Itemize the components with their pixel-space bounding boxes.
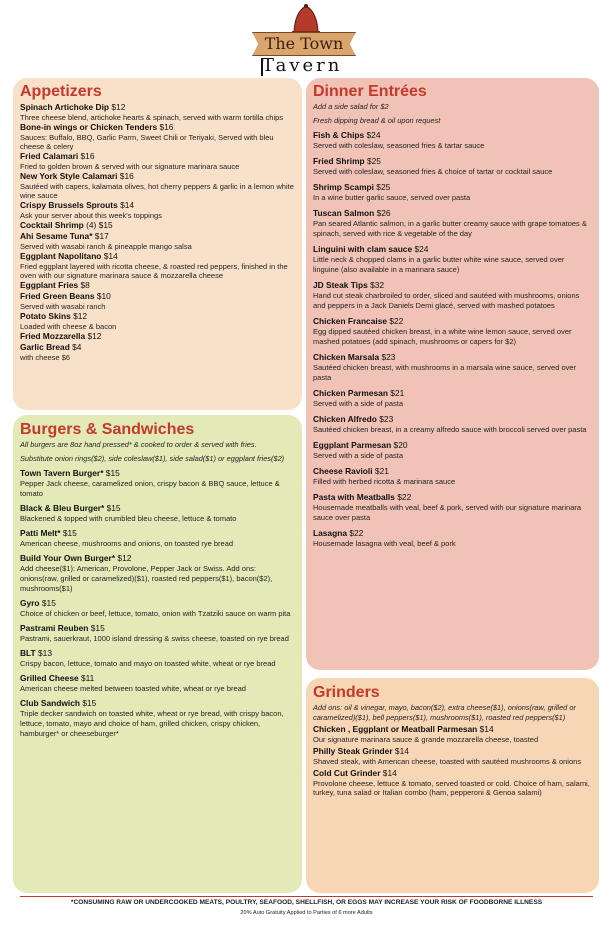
item-price: $11: [80, 673, 95, 683]
item-title: New York Style Calamari: [20, 171, 118, 181]
menu-item-desc: Egg dipped sautéed chicken breast, in a white wine lemon sauce, served over mashed potatoes (add spinach, mushrooms or capers for $2): [313, 327, 572, 346]
menu-item-name: [20, 528, 294, 539]
item-title: Crispy Brussels Sprouts: [20, 200, 118, 210]
item-title: Build Your Own Burger*: [20, 553, 116, 563]
item-price: $24: [414, 244, 429, 254]
item-price: $15: [62, 528, 77, 538]
menu-item-desc: with cheese $6: [20, 353, 71, 362]
item-title: Philly Steak Grinder: [313, 746, 393, 756]
item-title: Chicken Parmesan: [313, 388, 388, 398]
menu-item-name: [313, 352, 591, 363]
menu-item-name: [20, 251, 294, 262]
item-title: Eggplant Napolitano: [20, 251, 102, 261]
item-price: $26: [376, 208, 391, 218]
restaurant-name-top: The Town: [264, 34, 344, 53]
menu-item-name: [313, 746, 591, 757]
item-title: Fish & Chips: [313, 130, 365, 140]
menu-item-name: [313, 208, 591, 219]
item-price: $25: [366, 156, 381, 166]
menu-item-name: [20, 648, 294, 659]
item-title: Tuscan Salmon: [313, 208, 375, 218]
menu-item-name: [20, 342, 294, 353]
menu-item-desc: Blackened & topped with crumbled bleu cheese, lettuce & tomato: [20, 514, 237, 523]
menu-item-name: [313, 244, 591, 255]
item-price: $10: [96, 291, 111, 301]
item-price: $14: [382, 768, 397, 778]
menu-item-name: [20, 151, 294, 162]
menu-item-desc: Pastrami, sauerkraut, 1000 island dressing & swiss cheese, toasted on rye bread: [20, 634, 289, 643]
item-price: $24: [366, 130, 381, 140]
menu-item-desc: Triple decker sandwich on toasted white, wheat or rye bread, with crispy bacon, lettuce, tomato, mayo and choice of ham, grilled chicken, crispy chicken, hamburger* or cheeseburger*: [20, 709, 284, 738]
item-title: Eggplant Parmesan: [313, 440, 392, 450]
item-title: Patti Melt*: [20, 528, 61, 538]
menu-item-name: [313, 492, 591, 503]
item-title: Cold Cut Grinder: [313, 768, 381, 778]
section-title: Grinders: [313, 684, 380, 701]
menu-item-name: [20, 598, 294, 609]
item-title: Cocktail Shrimp: [20, 220, 84, 230]
appetizers-section: [13, 78, 302, 410]
item-title: Grilled Cheese: [20, 673, 79, 683]
menu-item-name: [313, 440, 591, 451]
section-title: Burgers & Sandwiches: [20, 421, 195, 438]
item-title: Fried Calamari: [20, 151, 79, 161]
entrees-note: Add a side salad for $2: [313, 102, 389, 111]
grinders-section: [306, 678, 599, 893]
item-price: $32: [370, 280, 385, 290]
entrees-note: Fresh dipping bread & oil upon request: [313, 116, 441, 125]
menu-item-name: [20, 102, 294, 113]
item-price: $23: [379, 414, 394, 424]
item-title: Bone-in wings or Chicken Tenders: [20, 122, 158, 132]
item-price: $8: [80, 280, 90, 290]
menu-item-desc: In a wine butter garlic sauce, served over pasta: [313, 193, 471, 202]
item-price: $15: [106, 503, 121, 513]
burgers-list: [13, 440, 302, 739]
menu-item-name: [313, 130, 591, 141]
menu-item-desc: Served with a side of pasta: [313, 399, 404, 408]
item-title: Spinach Artichoke Dip: [20, 102, 110, 112]
menu-item-name: [313, 466, 591, 477]
menu-item-desc: American cheese, mushrooms and onions, on toasted rye bread: [20, 539, 234, 548]
menu-item-name: [20, 220, 294, 231]
item-price: (4) $15: [86, 220, 113, 230]
footer-warning: *CONSUMING RAW OR UNDERCOOKED MEATS, POULTRY, SEAFOOD, SHELLFISH, OR EGGS MAY INCREASE YOUR RISK OF FOODBORNE ILLNESS: [70, 899, 543, 906]
menu-item-desc: American cheese melted between toasted white, wheat or rye bread: [20, 684, 246, 693]
item-price: $16: [119, 171, 134, 181]
item-price: $13: [38, 648, 52, 658]
menu-item-desc: Pan seared Atlantic salmon, in a garlic butter creamy sauce with grape tomatoes & spinach, served with rice & vegetable of the day: [313, 219, 587, 238]
item-price: $21: [374, 466, 389, 476]
menu-item-desc: Little neck & chopped clams in a garlic butter white wine sauce, served over linguine (also available in a marinara sauce): [313, 255, 565, 274]
restaurant-name-bottom: Tavern: [262, 55, 343, 76]
item-price: $15: [90, 623, 105, 633]
menu-item-name: [313, 316, 591, 327]
item-price: $4: [72, 342, 82, 352]
item-price: $14: [103, 251, 118, 261]
menu-item-desc: Add cheese($1): American, Provolone, Pepper Jack or Swiss. Add ons: onions(raw, grilled or caramelized)($1), roasted red peppers($1), bacon($2), mushrooms($1): [20, 564, 273, 593]
item-title: Chicken , Eggplant or Meatball Parmesan: [313, 724, 478, 734]
entrees-section: [306, 78, 599, 670]
menu-item-desc: Served with coleslaw, seasoned fries & tartar sauce: [313, 141, 485, 150]
menu-item-desc: Crispy bacon, lettuce, tomato and mayo on toasted white, wheat or rye bread: [20, 659, 276, 668]
item-title: Fried Mozzarella: [20, 331, 86, 341]
menu-item-name: [313, 414, 591, 425]
footer-gratuity: 20% Auto Gratuity Applied to Parties of 6 more Adults: [240, 910, 373, 916]
item-title: Garlic Bread: [20, 342, 70, 352]
menu-item-desc: Fried to golden brown & served with our signature marinara sauce: [20, 162, 240, 171]
menu-item-name: [313, 528, 591, 539]
menu-item-desc: Served with wasabi ranch & pineapple mango salsa: [20, 242, 192, 251]
item-price: $12: [117, 553, 132, 563]
menu-item-desc: Our signature marinara sauce & grande mozzarella cheese, toasted: [313, 735, 539, 744]
item-price: $21: [390, 388, 405, 398]
item-title: Town Tavern Burger*: [20, 468, 104, 478]
item-title: Lasagna: [313, 528, 347, 538]
menu-item-name: [313, 768, 591, 779]
item-price: $12: [73, 311, 88, 321]
item-title: Pasta with Meatballs: [313, 492, 395, 502]
section-title: Appetizers: [20, 83, 102, 100]
item-title: Gyro: [20, 598, 40, 608]
item-price: $16: [159, 122, 174, 132]
item-title: Cheese Ravioli: [313, 466, 373, 476]
item-title: Fried Green Beans: [20, 291, 95, 301]
item-price: $12: [87, 331, 102, 341]
section-title: Dinner Entrées: [313, 83, 427, 100]
burgers-section: [13, 415, 302, 893]
menu-item-desc: Pepper Jack cheese, caramelized onion, crispy bacon & BBQ sauce, lettuce & tomato: [20, 479, 280, 498]
item-price: $20: [393, 440, 408, 450]
menu-item-name: [20, 171, 294, 182]
menu-item-name: [20, 698, 294, 709]
burgers-note: Substitute onion rings($2), side coleslaw($1), side salad($1) or eggplant fries($2): [20, 454, 285, 463]
item-price: $22: [397, 492, 412, 502]
menu-item-name: [20, 280, 294, 291]
menu-item-desc: Choice of chicken or beef, lettuce, tomato, onion with Tzatziki sauce on warm pita: [20, 609, 291, 618]
item-price: $15: [105, 468, 120, 478]
item-price: $17: [94, 231, 109, 241]
item-price: $15: [41, 598, 56, 608]
menu-item-desc: Fried eggplant layered with ricotta cheese, & roasted red peppers, finished in the oven with our signature marinara sauce & mozzarella cheese: [20, 262, 288, 280]
menu-item-name: [20, 468, 294, 479]
menu-item-name: [20, 673, 294, 684]
bell-icon: [286, 2, 326, 36]
item-price: $25: [376, 182, 391, 192]
menu-item-desc: Sautéed with capers, kalamata olives, hot cherry peppers & garlic in a lemon white wine sauce: [20, 182, 294, 200]
menu-item-name: [20, 553, 294, 564]
menu-item-name: [20, 231, 294, 242]
menu-item-name: [20, 623, 294, 634]
menu-item-name: [20, 291, 294, 302]
menu-item-desc: Sautéed chicken breast, with mushrooms in a marsala wine sauce, served over pasta: [313, 363, 577, 382]
menu-header: [0, 0, 613, 80]
menu-item-name: [313, 724, 591, 735]
item-title: Chicken Marsala: [313, 352, 380, 362]
grinders-list: [306, 703, 599, 797]
item-title: Chicken Alfredo: [313, 414, 377, 424]
item-price: $22: [389, 316, 404, 326]
item-title: BLT: [20, 648, 36, 658]
item-title: Potato Skins: [20, 311, 71, 321]
menu-item-name: [20, 122, 294, 133]
item-title: Black & Bleu Burger*: [20, 503, 105, 513]
menu-item-name: [20, 311, 294, 322]
menu-item-name: [20, 331, 294, 342]
menu-item-desc: Provolone cheese, lettuce & tomato, served toasted or cold. Choice of ham, salami, turkey, tuna salad or Italian combo (ham, pepperoni & Genoa salami): [313, 779, 590, 797]
appetizers-list: [13, 102, 302, 362]
menu-item-name: [313, 280, 591, 291]
menu-item-name: [313, 156, 591, 167]
burgers-note: All burgers are 8oz hand pressed* & cooked to order & served with fries.: [20, 440, 257, 449]
grinders-note: Add ons: oil & vinegar, mayo, bacon($2), extra cheese($1), onions(raw, grilled or caramelized)($1), bell peppers($1), mushrooms($1), roasted red peppers($1): [313, 703, 576, 722]
item-price: $14: [394, 746, 409, 756]
entrees-list: [306, 102, 599, 549]
menu-item-desc: Sauces: Buffalo, BBQ, Garlic Parm, Sweet Chili or Teriyaki, Served with bleu cheese & celery: [20, 133, 274, 151]
item-title: Club Sandwich: [20, 698, 81, 708]
menu-item-desc: Sautéed chicken breast, in a creamy alfredo sauce with broccoli served over pasta: [313, 425, 587, 434]
item-title: Ahi Sesame Tuna*: [20, 231, 93, 241]
menu-item-name: [313, 388, 591, 399]
item-title: Fried Shrimp: [313, 156, 365, 166]
item-price: $15: [82, 698, 97, 708]
item-price: $14: [120, 200, 135, 210]
item-title: Chicken Francaise: [313, 316, 388, 326]
menu-item-name: [20, 200, 294, 211]
item-price: $14: [479, 724, 494, 734]
menu-item-desc: Filled with herbed ricotta & marinara sauce: [313, 477, 456, 486]
menu-item-desc: Hand cut steak charbroiled to order, sliced and sautéed with mushrooms, onions and peppers in a Jack Daniels Demi glacé, served with mashed potatoes: [313, 291, 580, 310]
item-title: Linguini with clam sauce: [313, 244, 413, 254]
menu-item-desc: Three cheese blend, artichoke hearts & spinach, served with warm tortilla chips: [20, 113, 284, 122]
menu-item-desc: Served with coleslaw, seasoned fries & choice of tartar or cocktail sauce: [313, 167, 553, 176]
menu-item-desc: Ask your server about this week's toppings: [20, 211, 162, 220]
item-title: Eggplant Fries: [20, 280, 79, 290]
footer-divider: [20, 896, 593, 897]
item-price: $16: [80, 151, 95, 161]
menu-item-desc: Served with wasabi ranch: [20, 302, 106, 311]
item-title: JD Steak Tips: [313, 280, 368, 290]
menu-item-name: [20, 503, 294, 514]
menu-item-desc: Housemade meatballs with veal, beef & pork, served with our signature marinara sauce over pasta: [313, 503, 582, 522]
menu-item-desc: Served with a side of pasta: [313, 451, 404, 460]
menu-item-desc: Housemade lasagna with veal, beef & pork: [313, 539, 456, 548]
item-title: Shrimp Scampi: [313, 182, 374, 192]
menu-item-desc: Shaved steak, with American cheese, toasted with sautéed mushrooms & onions: [313, 757, 582, 766]
menu-item-desc: Loaded with cheese & bacon: [20, 322, 117, 331]
item-price: $22: [349, 528, 364, 538]
item-price: $12: [111, 102, 126, 112]
menu-item-name: [313, 182, 591, 193]
item-price: $23: [381, 352, 396, 362]
item-title: Pastrami Reuben: [20, 623, 89, 633]
